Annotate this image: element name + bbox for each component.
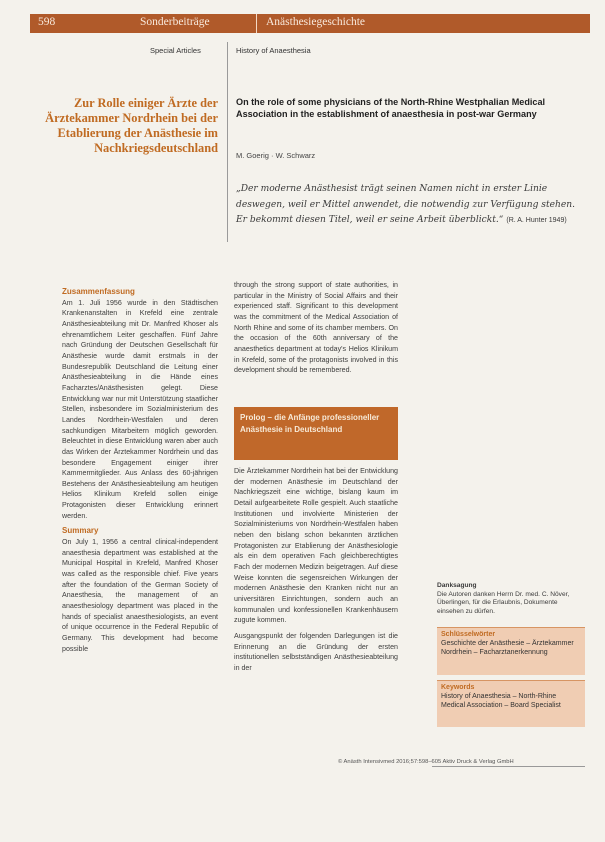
authors: M. Goerig · W. Schwarz [236, 151, 316, 160]
acknowledgement-text: Die Autoren danken Herrn Dr. med. C. Növer, Überlingen, für die Erlaubnis, Dokumente einsehen zu dürfen. [437, 590, 570, 615]
quote-text: „Der moderne Anästhesist trägt seinen Namen nicht in erster Linie deswegen, weil er Mittel anwendet, die notwendig zur Verfügung stehen. Er bekommt diesen Titel, weil er seine Arbeit überblickt.“ [236, 184, 575, 225]
section-label-en: Anästhesiegeschichte [266, 16, 365, 28]
keywords-de-box [437, 627, 585, 675]
keywords-de-label: Schlüsselwörter [441, 631, 496, 638]
heading-summary: Summary [62, 526, 99, 536]
section-label-de: Sonderbeiträge [140, 16, 210, 28]
keywords-en-text: History of Anaesthesia – North-Rhine Medical Association – Board Specialist [441, 693, 561, 709]
abstract-en: On July 1, 1956 a central clinical-independent anaesthesia department was established at the Municipal Hospital in Krefeld, Manfred Khoser was called as the responsible chief. Five years after the foundation of the German Society of Anaesthesia, the management of an anaesthesiology department was placed in the hands of specialist anaesthesiologists, an event of unique occurrence in the Federal Republic of Germany. This development had become possible [62, 538, 218, 653]
prolog-heading: Prolog – die Anfänge professioneller Anästhesie in Deutschland [240, 413, 380, 434]
acknowledgement [437, 582, 585, 616]
epigraph-quote [236, 182, 578, 229]
column-2-top [234, 280, 398, 376]
subhead-right: History of Anaesthesia [236, 46, 311, 55]
prolog-para-1: Die Ärztekammer Nordrhein hat bei der Entwicklung der modernen Anästhesie im Deutschland der Nachkriegszeit eine wichtige, bislang kaum im Detail aufgearbeitete Rolle gespielt. Auch staatliche Institutionen und involvierte Ministerien der Sozialministeriums von Nordrhein-Westfalen haben neben den bislang schon bekannten ärztlichen Protagonisten zur Etablierung der Anästhesiologie als ein dem operativen Fach gleichberechtigtes Fach der modernen Medizin beigetragen. Auf diese Weise konnten die segensreichen Wirkungen der modernen Anästhesie den Kranken nicht nur an universitären Einrichtungen, sondern auch an kommunalen und konfessionellen Krankenhäusern zugute kommen. [234, 467, 398, 625]
title-divider [227, 42, 228, 242]
keywords-de-text: Geschichte der Anästhesie – Ärztekammer Nordrhein – Facharztanerkennung [441, 640, 574, 656]
footer-rule [432, 766, 585, 767]
prolog-para-2: Ausgangspunkt der folgenden Darlegungen ist die Erinnerung an die Gründung der ersten institutionellen selbstständigen Anästhesieabteilung in der [234, 631, 398, 672]
column-2-body [234, 466, 398, 673]
header-divider [256, 14, 257, 33]
quote-source: (R. A. Hunter 1949) [506, 217, 567, 224]
abstract-de: Am 1. Juli 1956 wurde in den Städtischen Krankenanstalten in Krefeld eine zentrale Anästhesieabteilung mit Dr. Manfred Khoser als ehrenamtlichem Leiter geschaffen. Fünf Jahre nach Gründung der Deutschen Gesellschaft für Anästhesie wurde damit erstmals in der Bundesrepublik Deutschland die Leitung einer Anästhesieabteilung in die Hände eines Facharztes/Anästhesisten gelegt. Diese Entwicklung war nur mit Unterstützung staatlicher Stellen, insbesondere im Sozialministerium des Landes Nordrhein-Westfalen und deren sachkundigen Mitarbeitern möglich geworden. Beleuchtet in diese Entwicklung waren aber auch das Wirken der Ärztekammer Nordrhein und das besondere Engagement einiger ihrer Kammermitglieder. Aus Anlass des 60-jährigen Bestehens der Anästhesieabteilung am heutigen Helios Klinikum Krefeld sollen einige Protagonisten dieser Entwicklung erinnert werden. [62, 298, 218, 520]
keywords-en-label: Keywords [441, 684, 475, 691]
prolog-heading-box [234, 407, 398, 460]
running-header [30, 14, 590, 33]
page-number: 598 [38, 16, 56, 28]
column-1 [62, 287, 218, 654]
keywords-en-box [437, 680, 585, 727]
abstract-en-continued: through the strong support of state authorities, in particular in the Ministry of Social Affairs and their experienced staff. Significant to this development was the commitment of the Medical Association of North Rhine and some of its chamber members. On the occasion of the 60th anniversary of the anaesthetics department at today's Helios Klinikum in Krefeld, some of the protagonists involved in this development should be remembered. [234, 281, 398, 375]
german-title: Zur Rolle einiger Ärzte der Ärztekammer Nordrhein bei der Etablierung der Anästhesie im Nachkriegsdeutschland [45, 96, 218, 155]
acknowledgement-label: Danksagung [437, 582, 477, 589]
heading-zusammenfassung: Zusammenfassung [62, 287, 135, 296]
copyright-footer: © Anästh Intensivmed 2016;57:598–605 Aktiv Druck & Verlag GmbH [338, 759, 514, 765]
subhead-left: Special Articles [150, 46, 201, 55]
english-title: On the role of some physicians of the North-Rhine Westphalian Medical Association in the establishment of anaesthesia in post-war Germany [236, 97, 546, 119]
